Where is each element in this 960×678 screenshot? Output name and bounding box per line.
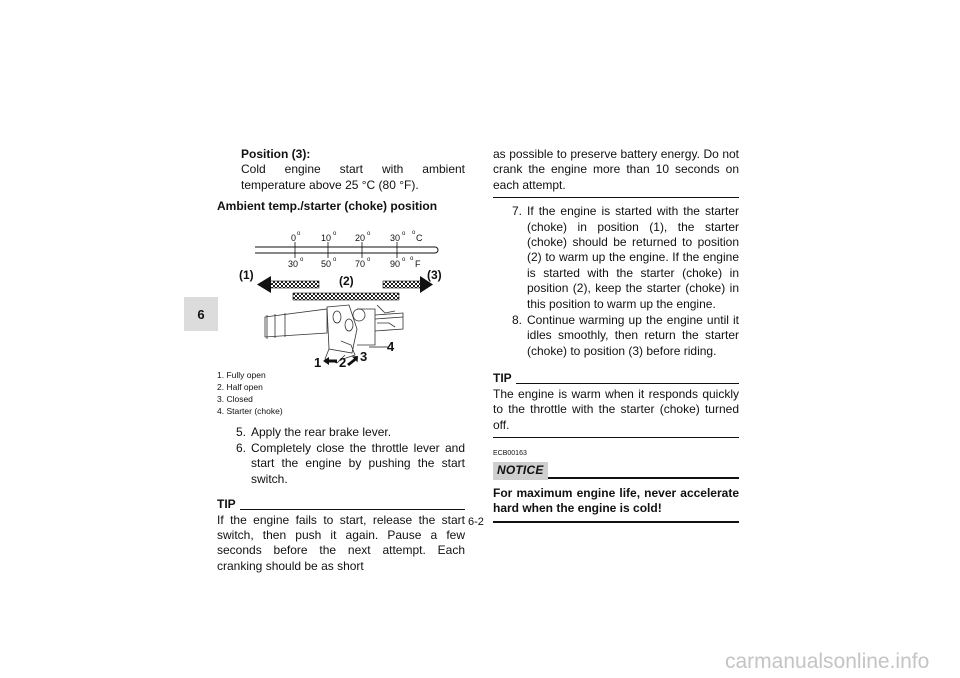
position-label-2: (2) <box>339 273 354 288</box>
tip-rule <box>240 509 465 510</box>
svg-text:o: o <box>412 229 416 236</box>
right-column <box>493 147 739 523</box>
arrow-3-band <box>383 281 423 288</box>
celsius-tick: 10 <box>321 232 332 243</box>
watermark: carmanualsonline.info <box>725 650 930 673</box>
chapter-tab-number: 6 <box>197 306 205 322</box>
position-text: Cold engine start with ambient temperature above 25 °C (80 °F). <box>241 162 465 192</box>
svg-text:o: o <box>333 256 337 263</box>
position-3-block <box>217 147 465 193</box>
fahrenheit-tick: 30 <box>288 258 299 269</box>
step-number: 7. <box>511 204 522 219</box>
svg-text:o: o <box>333 230 337 237</box>
step-item <box>217 441 465 487</box>
celsius-unit: C <box>416 232 423 243</box>
figure-title: Ambient temp./starter (choke) position <box>217 199 438 214</box>
position-label-1: (1) <box>239 267 254 282</box>
tip-label: TIP <box>217 497 236 512</box>
svg-text:o: o <box>402 256 406 263</box>
notice-code: ECB00163 <box>493 449 527 457</box>
notice-text: For maximum engine life, never accelerate hard when the engine is cold! <box>493 485 739 516</box>
fahrenheit-tick: 70 <box>355 258 366 269</box>
caption-item: 4. Starter (choke) <box>217 405 283 416</box>
caption-item: 1. Fully open <box>217 369 266 380</box>
svg-text:o: o <box>367 230 371 237</box>
arrow-2-band <box>293 293 399 300</box>
choke-diagram <box>217 217 465 367</box>
caption-item: 2. Half open <box>217 381 263 392</box>
left-column <box>217 147 465 574</box>
tip-text: The engine is warm when it responds quickly to the throttle with the starter (choke) turned off. <box>493 386 739 432</box>
continuation-text: as possible to preserve battery energy. Do not crank the engine more than 10 seconds on each attempt. <box>493 147 739 192</box>
svg-text:o: o <box>410 255 414 262</box>
step-text: If the engine is started with the starter (choke) in position (1), the starter (choke) should be returned to position (2) to warm up the engine. If the engine is started with the starter (choke) in position (2), keep the starter (choke) in this position to warm up the engine. <box>527 204 739 311</box>
step-number: 5. <box>235 424 246 439</box>
step-number: 6. <box>235 441 246 456</box>
fahrenheit-unit: F <box>415 258 421 269</box>
notice-end-rule <box>493 521 739 523</box>
notice-heading <box>493 462 739 479</box>
position-label-3: (3) <box>427 267 442 282</box>
position-heading: Position (3): <box>241 147 311 161</box>
page-number: 6-2 <box>468 516 484 528</box>
tip-heading <box>493 371 739 386</box>
svg-text:o: o <box>402 230 406 237</box>
tip-text: If the engine fails to start, release the start switch, then push it again. Pause a few seconds before the next attempt. Each cranking should be as short <box>217 512 465 573</box>
step-text: Apply the rear brake lever. <box>251 424 392 439</box>
svg-text:o: o <box>367 256 371 263</box>
tip-rule <box>516 383 739 384</box>
tip-heading <box>217 497 465 512</box>
step-text: Completely close the throttle lever and start the engine by pushing the start switch. <box>251 441 465 486</box>
celsius-tick: 30 <box>390 232 401 243</box>
step-text: Continue warming up the engine until it idles smoothly, then return the starter (choke) to position (3) before riding. <box>527 313 739 358</box>
right-steps <box>493 204 739 359</box>
arrow-1-band <box>269 281 319 288</box>
notice-rule <box>548 477 739 479</box>
step-number: 8. <box>511 313 522 328</box>
callout-3: 3 <box>360 348 368 364</box>
fahrenheit-tick: 50 <box>321 258 332 269</box>
step-item <box>493 313 739 359</box>
svg-text:o: o <box>300 256 304 263</box>
celsius-tick: 20 <box>355 232 366 243</box>
callout-4: 4 <box>387 338 395 354</box>
step-item <box>217 425 465 440</box>
tip-end-rule <box>493 437 739 438</box>
celsius-tick: 0 <box>291 232 297 243</box>
left-steps <box>217 425 465 488</box>
callout-2: 2 <box>339 354 347 367</box>
tip-label: TIP <box>493 371 512 386</box>
figure-captions <box>217 369 465 417</box>
chapter-tab <box>184 297 218 331</box>
fahrenheit-tick: 90 <box>390 258 401 269</box>
tip-end-rule <box>493 197 739 198</box>
caption-item: 3. Closed <box>217 393 253 404</box>
callout-1: 1 <box>314 354 322 367</box>
svg-text:o: o <box>297 230 301 237</box>
handlebar-illustration <box>265 305 403 363</box>
notice-badge: NOTICE <box>493 462 548 479</box>
arrow-1-head <box>257 276 271 293</box>
choke-figure <box>217 217 465 367</box>
step-item <box>493 204 739 312</box>
